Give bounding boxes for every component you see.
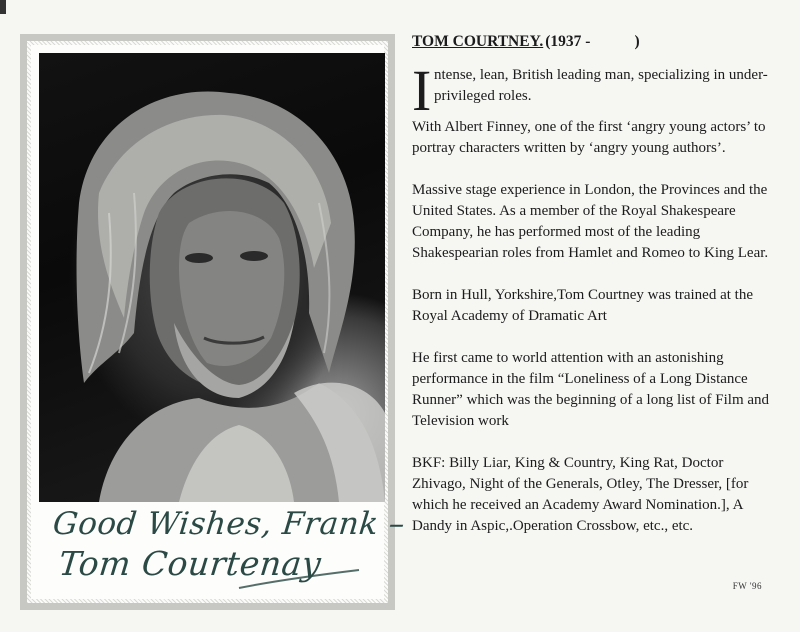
scan-corner-mark bbox=[0, 0, 6, 14]
bio-title bbox=[412, 31, 777, 52]
actor-name: TOM COURTNEY. bbox=[412, 33, 544, 50]
handwritten-inscription bbox=[47, 504, 407, 584]
bio-paragraph-film: He first came to world attention with an astonishing performance in the film “Loneliness of a Long Distance Runner” which was the beginning of a long list of Film and Television work bbox=[412, 350, 770, 429]
bio-paragraph-stage: Massive stage experience in London, the Provinces and the United States. As a member of the Royal Shakespeare Company, he has performed most of the leading Shakespearian roles from Hamlet and Romeo to King Lear. bbox=[412, 182, 769, 261]
portrait-photo bbox=[39, 53, 385, 502]
bio-paragraph-angry-young: With Albert Finney, one of the first ‘angry young actors’ to portray characters written by ‘angry young authors’. bbox=[412, 119, 766, 156]
photo-card bbox=[31, 45, 407, 599]
photo-frame bbox=[20, 34, 407, 610]
inscription-line-1: Good Wishes, Frank – bbox=[51, 506, 407, 542]
author-credit: FW '96 bbox=[732, 581, 762, 591]
years-close: ) bbox=[634, 33, 640, 50]
intro-text: ntense, lean, British leading man, specializing in under-privileged roles. bbox=[434, 67, 768, 104]
bio-column bbox=[412, 31, 777, 537]
signature-area bbox=[39, 502, 407, 602]
bio-paragraph-training: Born in Hull, Yorkshire,Tom Courtney was trained at the Royal Academy of Dramatic Art bbox=[412, 287, 753, 324]
bio-paragraph-filmography: BKF: Billy Liar, King & Country, King Rat, Doctor Zhivago, Night of the Generals, Otley, The Dresser, [for which he received an Academy Award Nomination.], A Dandy in Aspic,.Operation Crossbow, etc., etc. bbox=[412, 455, 749, 534]
birth-years: (1937 - bbox=[545, 33, 591, 50]
drop-cap: I bbox=[412, 58, 432, 123]
intro-paragraph bbox=[412, 58, 777, 123]
inscription-line-2: Tom Courtenay bbox=[56, 544, 324, 583]
portrait-illustration bbox=[39, 53, 385, 502]
